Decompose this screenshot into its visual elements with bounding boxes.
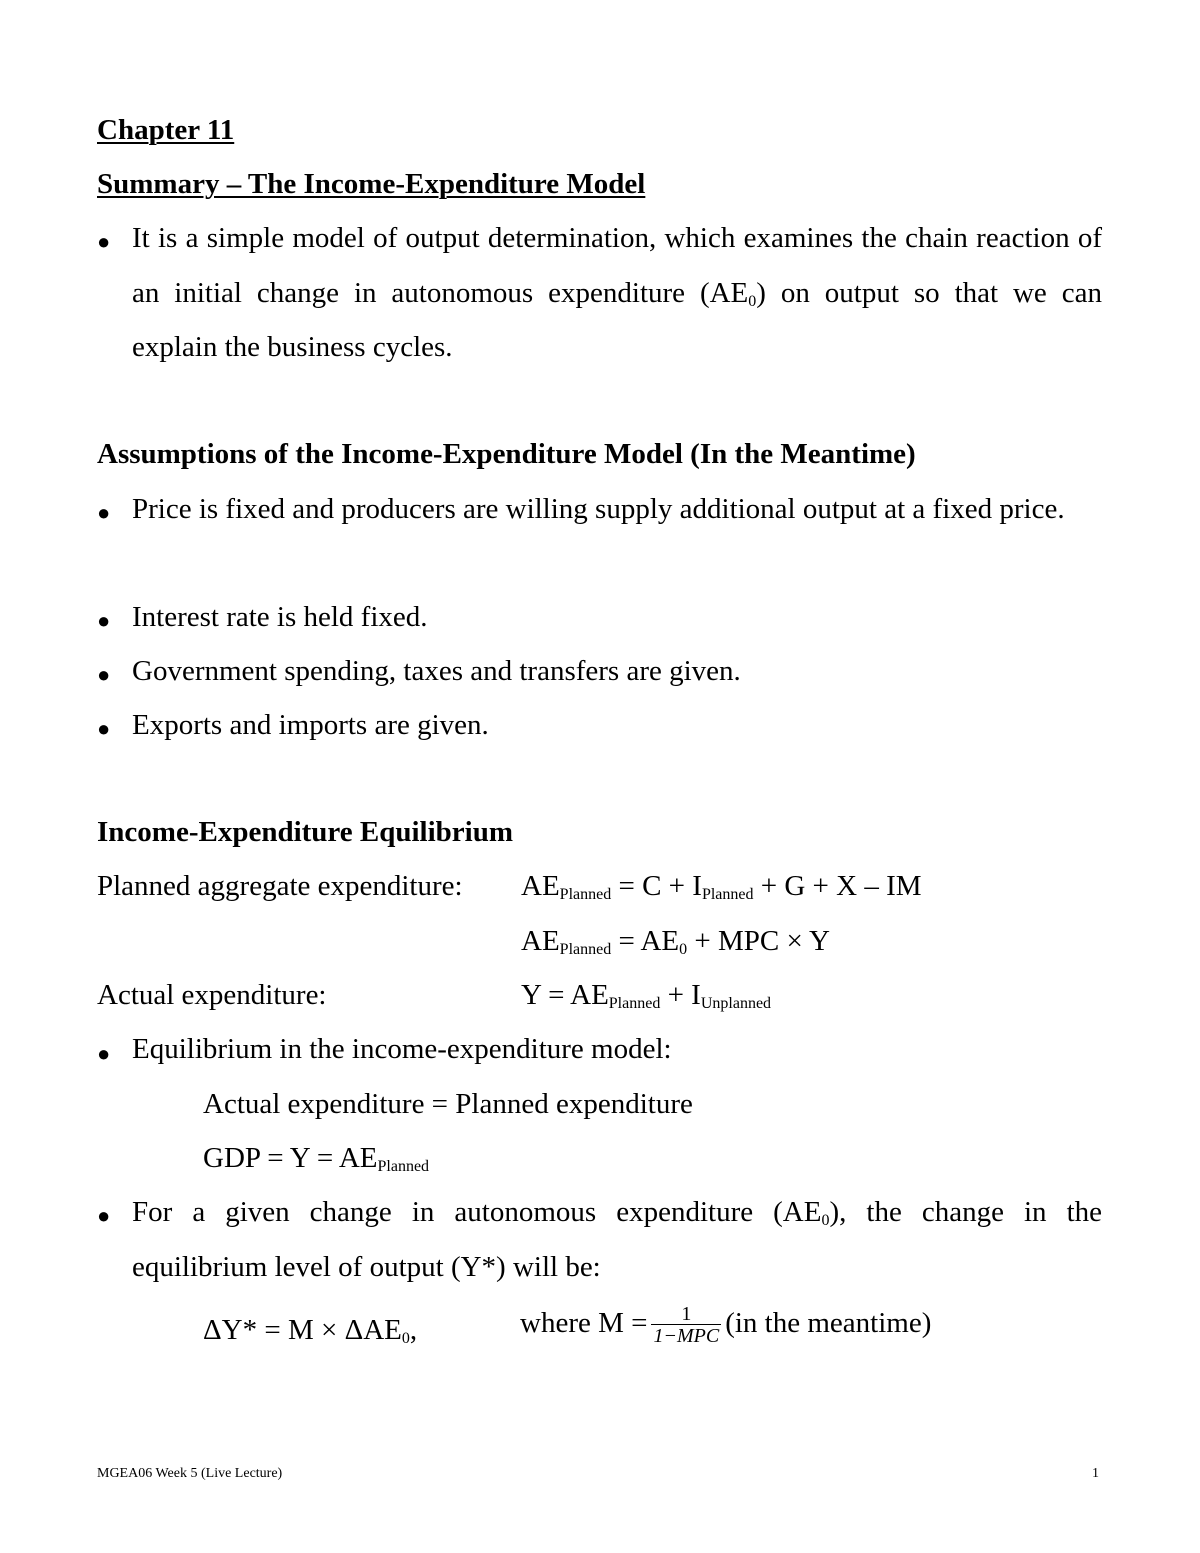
eq-sub: Planned [701, 886, 754, 903]
summary-subscript: 0 [748, 292, 757, 310]
assumption-item: Interest rate is held fixed. [132, 601, 428, 633]
eq-sub: Unplanned [700, 995, 772, 1012]
eq-text: = C + I [611, 870, 702, 902]
bullet-icon: ● [97, 1203, 111, 1228]
bullet-icon: ● [97, 229, 111, 254]
eq-text: GDP = Y = AE [203, 1142, 378, 1174]
eq-text: Y = AE [521, 979, 609, 1011]
fraction-numerator: 1 [651, 1304, 721, 1325]
eq-text: ΔY* = M × ΔAE [203, 1314, 402, 1346]
actual-equation [521, 979, 771, 1012]
equilibrium-line-1: Actual expenditure = Planned expenditure [203, 1088, 693, 1120]
eq-sub: Planned [559, 886, 612, 903]
equilibrium-line-2 [203, 1142, 429, 1175]
change-paragraph [132, 1185, 1102, 1294]
assumption-item: Exports and imports are given. [132, 709, 489, 741]
eq-sub: 0 [401, 1330, 410, 1347]
bullet-icon: ● [97, 500, 111, 525]
bullet-icon: ● [97, 662, 111, 687]
equilibrium-heading: Income-Expenditure Equilibrium [97, 816, 513, 848]
assumptions-heading: Assumptions of the Income-Expenditure Model (In the Meantime) [97, 438, 916, 470]
summary-text-tail: ) on output so that we can explain the business cycles. [132, 276, 1102, 363]
planned-equation-2 [521, 925, 830, 958]
eq-sub: Planned [608, 995, 661, 1012]
eq-text: AE [521, 870, 560, 902]
chapter-heading: Chapter 11 [97, 114, 235, 146]
eq-text: + I [660, 979, 701, 1011]
assumption-item: Government spending, taxes and transfers are given. [132, 655, 741, 687]
eq-sub: Planned [559, 941, 612, 958]
summary-paragraph [132, 211, 1102, 375]
bullet-icon: ● [97, 716, 111, 741]
eq-text: = AE [611, 925, 680, 957]
change-text-tail: ), the change in the equilibrium level of output (Y*) will be: [132, 1196, 1103, 1283]
eq-text: AE [521, 925, 560, 957]
page-number: 1 [1092, 1466, 1099, 1481]
fraction [651, 1304, 721, 1347]
bullet-icon: ● [97, 1041, 111, 1066]
equilibrium-bullet: Equilibrium in the income-expenditure model: [132, 1033, 672, 1065]
multiplier-equation [203, 1314, 417, 1347]
eq-text: , [409, 1314, 418, 1346]
assumption-item: Price is fixed and producers are willing supply additional output at a fixed price. [132, 493, 1065, 525]
multiplier-definition [520, 1304, 931, 1347]
eq-text: + MPC × Y [687, 925, 830, 957]
change-sub: 0 [821, 1212, 830, 1229]
change-text: For a given change in autonomous expenditure (AE [132, 1196, 822, 1228]
footer-course: MGEA06 Week 5 (Live Lecture) [97, 1466, 283, 1481]
summary-heading: Summary – The Income-Expenditure Model [97, 168, 646, 200]
eq-sub: Planned [377, 1158, 430, 1175]
summary-text: It is a simple model of output determination, which examines the chain reaction of an initial change in autonomous expenditure (AE [132, 222, 1102, 309]
eq-sub: 0 [679, 941, 688, 958]
fraction-denominator: 1−MPC [653, 1325, 720, 1347]
eq-text: + G + X – IM [753, 870, 922, 902]
where-text: where M = [520, 1307, 648, 1340]
planned-label: Planned aggregate expenditure: [97, 870, 463, 902]
actual-label: Actual expenditure: [97, 979, 327, 1011]
bullet-icon: ● [97, 608, 111, 633]
meantime-text: (in the meantime) [725, 1307, 932, 1340]
planned-equation [521, 870, 922, 903]
